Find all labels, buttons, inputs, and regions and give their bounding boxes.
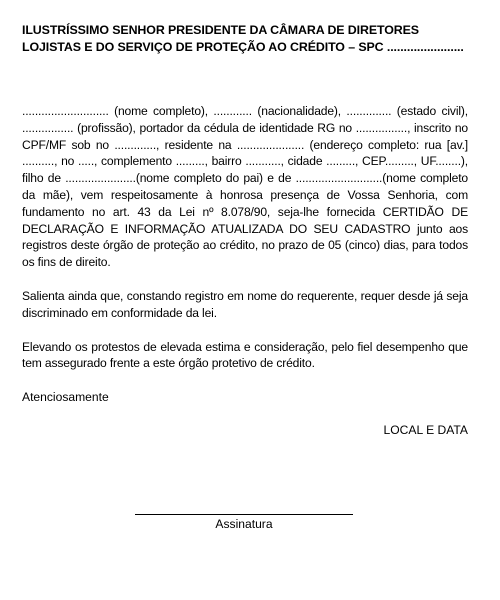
place-and-date: LOCAL E DATA [383, 422, 468, 437]
registry-paragraph: Salienta ainda que, constando registro em nome do requerente, requer desde já seja discriminado em conformidade da lei. [22, 288, 468, 320]
request-paragraph: ........................... (nome completo), ............ (nacionalidade), .............. (estado civil), ................ (profissão), portador da cédula de identidade RG no ................, inscrito no CPF/MF sob no ............., residente na ..................... (endereço completo: rua [av.] .........., no ....., complemento ........., bairro ..........., cidade ........., CEP........., UF........), filho de ......................(nome completo do pai) e de ...........................(nome completo da mãe), vem respeitosamente à honrosa presença de Vossa Senhoria, com fundamento no art. 43 da Lei nº 8.078/90, seja-lhe fornecida CERTIDÃO DE DECLARAÇÃO E INFORMAÇÃO ATUALIZADA DO SEU CADASTRO junto aos registros deste órgão de proteção ao crédito, no prazo de 05 (cinco) dias, para todos os fins de direito. [22, 104, 468, 270]
signature-block [135, 514, 353, 532]
signature-line [135, 514, 353, 515]
signature-label: Assinatura [215, 517, 273, 531]
document-heading: ILUSTRÍSSIMO SENHOR PRESIDENTE DA CÂMARA DE DIRETORES LOJISTAS E DO SERVIÇO DE PROTEÇÃO AO CRÉDITO – SPC ....................... [22, 23, 464, 54]
closing-salutation: Atenciosamente [22, 390, 109, 405]
regards-paragraph: Elevando os protestos de elevada estima e consideração, pelo fiel desempenho que tem assegurado frente a este órgão protetivo de crédito. [22, 339, 468, 371]
document-page [22, 22, 468, 451]
